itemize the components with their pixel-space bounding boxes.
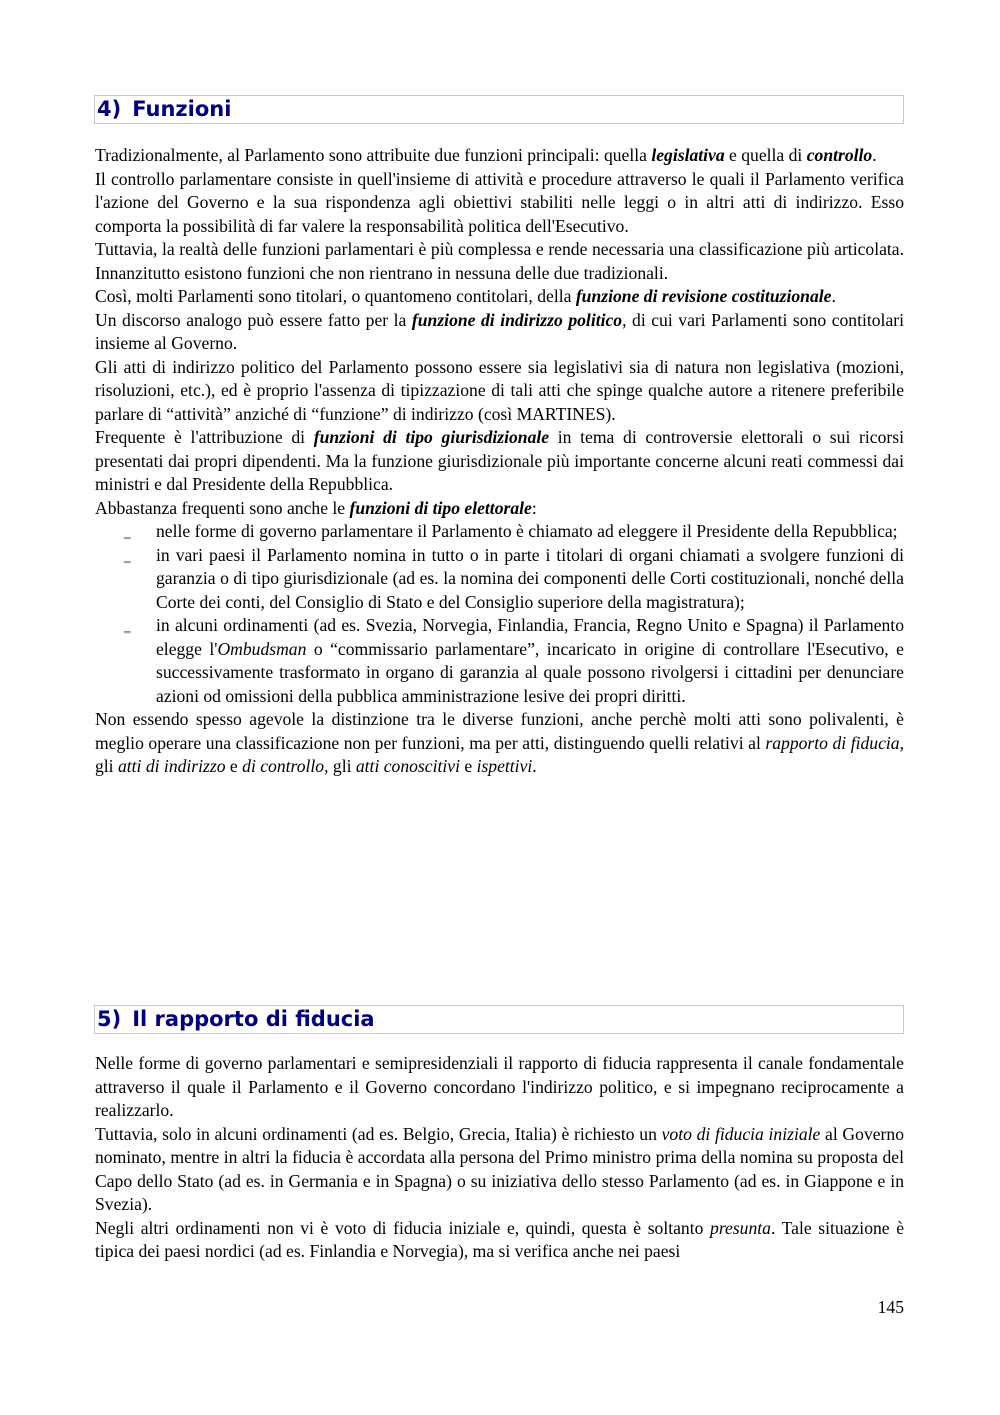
- emphasis: presunta: [710, 1217, 771, 1238]
- section-heading-rapporto-di-fiducia: [94, 1005, 904, 1034]
- dash-bullet-icon: ‗: [124, 547, 131, 563]
- emphasis: atti conoscitivi: [355, 756, 460, 776]
- paragraph: Il controllo parlamentare consiste in quell'insieme di attività e procedure attraverso le quali il Parlamento verifica l'azione del Governo e la sua rispondenza agli obiettivi stabiliti nelle leggi o in altri atti di indirizzo. Esso comporta la possibilità di far valere la responsabilità politica dell'Esecutivo.: [95, 168, 904, 236]
- section-body-funzioni: [95, 144, 904, 779]
- section-title: Funzioni: [132, 97, 232, 121]
- list-item: ‗ nelle forme di governo parlamentare il Parlamento è chiamato ad eleggere il Presidente della Repubblica;: [95, 520, 904, 544]
- emphasis: funzioni di tipo giurisdizionale: [313, 427, 550, 447]
- section-number: 4): [97, 97, 122, 121]
- section-number: 5): [97, 1007, 122, 1031]
- bullet-list: [95, 520, 904, 708]
- emphasis: funzioni di tipo elettorale: [349, 497, 532, 518]
- paragraph: Nelle forme di governo parlamentari e semipresidenziali il rapporto di fiducia rappresenta il canale fondamentale attraverso il quale il Parlamento e il Governo concordano l'indirizzo politico, e si impegnano reciprocamente a realizzarlo.: [95, 1053, 904, 1120]
- dash-bullet-icon: ‗: [124, 524, 131, 539]
- paragraph: Tuttavia, solo in alcuni ordinamenti (ad es. Belgio, Grecia, Italia) è richiesto un voto di fiducia iniziale al Governo nominato, mentre in altri la fiducia è accordata alla persona del Primo ministro prima della nomina su proposta del Capo dello Stato (ad es. in Germania e in Spagna) o su iniziativa dello stesso Parlamento (ad es. in Giappone e in Svezia).: [95, 1123, 904, 1214]
- paragraph: Negli altri ordinamenti non vi è voto di fiducia iniziale e, quindi, questa è soltanto presunta. Tale situazione è tipica dei paesi nordici (ad es. Finlandia e Norvegia), ma si verifica anche nei paesi: [95, 1217, 905, 1261]
- paragraph: Così, molti Parlamenti sono titolari, o quantomeno contitolari, della funzione di revisione costituzionale.: [95, 286, 836, 306]
- section-title: Il rapporto di fiducia: [132, 1007, 375, 1031]
- emphasis: controllo: [806, 145, 873, 165]
- emphasis: Ombudsman: [217, 638, 307, 659]
- emphasis: di controllo: [242, 756, 325, 776]
- paragraph: Non essendo spesso agevole la distinzione tra le diverse funzioni, anche perchè molti atti sono polivalenti, è meglio operare una classificazione non per funzioni, ma per atti, distinguendo quelli relativi al rapporto di fiducia, gli atti di indirizzo e di controllo, gli atti conoscitivi e ispettivi.: [95, 709, 904, 776]
- emphasis: atti di indirizzo: [117, 756, 226, 776]
- list-item: ‗ in alcuni ordinamenti (ad es. Svezia, Norvegia, Finlandia, Francia, Regno Unito e Spagna) il Parlamento elegge l'Ombudsman o “commissario parlamentare”, incaricato in origine di controllare l'Esecutivo, e successivamente trasformato in organo di garanzia al quale possono rivolgersi i cittadini per denunciare azioni od omissioni della pubblica amministrazione lesive dei propri diritti.: [124, 615, 904, 706]
- paragraph: Gli atti di indirizzo politico del Parlamento possono essere sia legislativi sia di natura non legislativa (mozioni, risoluzioni, etc.), ed è proprio l'assenza di tipizzazione di tali atti che spinge qualche autore a ritenere preferibile parlare di “attività” anziché di “funzione” di indirizzo (così MARTINES).: [95, 356, 904, 424]
- emphasis: voto di fiducia iniziale: [661, 1123, 821, 1144]
- emphasis: rapporto di fiducia: [765, 732, 900, 753]
- section-body-rapporto-di-fiducia: [95, 1052, 904, 1264]
- paragraph: Tradizionalmente, al Parlamento sono attribuite due funzioni principali: quella legislativa e quella di controllo.: [95, 145, 877, 165]
- paragraph: Tuttavia, la realtà delle funzioni parlamentari è più complessa e rende necessaria una classificazione più articolata. Innanzitutto esistono funzioni che non rientrano in nessuna delle due tradizionali.: [95, 239, 904, 283]
- emphasis: funzione di indirizzo politico: [411, 309, 623, 330]
- emphasis: ispettivi: [476, 756, 533, 776]
- paragraph: Frequente è l'attribuzione di funzioni di tipo giurisdizionale in tema di controversie elettorali o sui ricorsi presentati dai propri dipendenti. Ma la funzione giurisdizionale più importante concerne alcuni reati commessi dai ministri e dal Presidente della Repubblica.: [95, 427, 904, 494]
- paragraph: Abbastanza frequenti sono anche le funzioni di tipo elettorale:: [95, 497, 537, 518]
- dash-bullet-icon: ‗: [124, 618, 131, 633]
- section-heading-funzioni: [94, 95, 904, 124]
- list-item: ‗ in vari paesi il Parlamento nomina in tutto o in parte i titolari di organi chiamati a svolgere funzioni di garanzia o di tipo giurisdizionale (ad es. la nomina dei componenti delle Corti costituzionali, nonché della Corte dei conti, del Consiglio di Stato e del Consiglio superiore della magistratura);: [124, 544, 904, 612]
- paragraph: Un discorso analogo può essere fatto per la funzione di indirizzo politico, di cui vari Parlamenti sono contitolari insieme al Governo.: [95, 309, 904, 353]
- emphasis: funzione di revisione costituzionale: [575, 286, 832, 306]
- emphasis: legislativa: [651, 145, 725, 165]
- page-number: 145: [877, 1297, 904, 1317]
